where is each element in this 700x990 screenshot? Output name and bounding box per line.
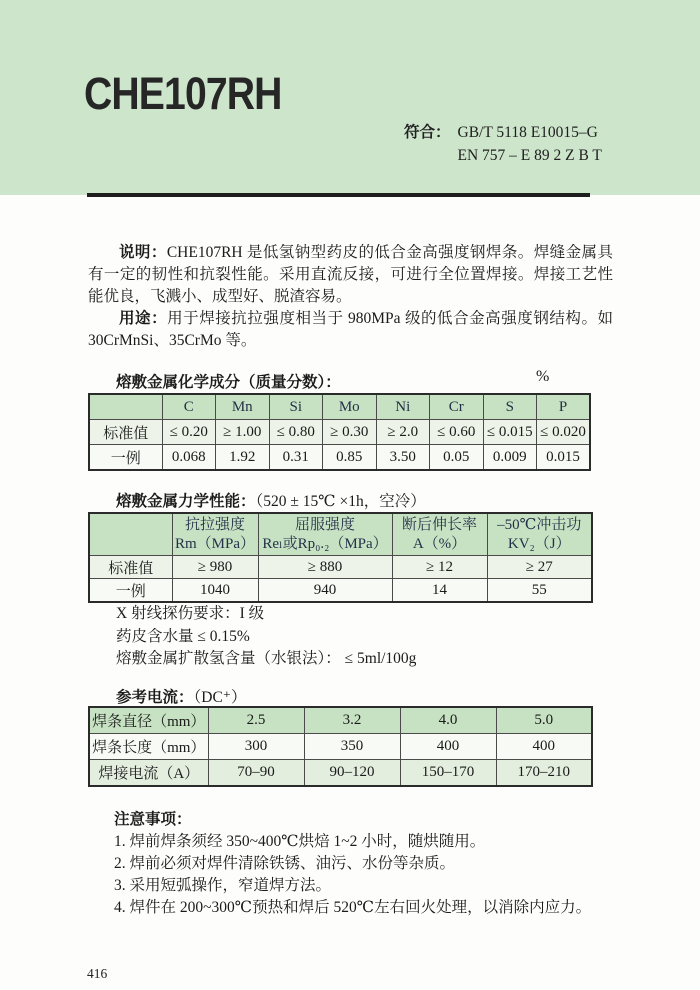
table-cell: 940 bbox=[258, 579, 392, 603]
conformance-label: 符合： bbox=[404, 124, 451, 141]
table-cell: 300 bbox=[208, 734, 304, 760]
mech-heading-text: 熔敷金属力学性能： bbox=[116, 493, 256, 510]
table-cell: 5.0 bbox=[496, 707, 592, 734]
page-number: 416 bbox=[87, 966, 108, 981]
chem-heading-text: 熔敷金属化学成分（质量分数）： bbox=[116, 374, 341, 391]
usage-paragraph bbox=[88, 308, 613, 352]
chem-unit-percent: % bbox=[536, 368, 550, 385]
table-cell: 0.05 bbox=[430, 445, 484, 471]
column-header: 断后伸长率 A（%） bbox=[392, 513, 487, 556]
xray-requirement: X 射线探伤要求：I 级 bbox=[116, 605, 265, 622]
table-cell: ≤ 0.020 bbox=[537, 420, 591, 445]
table-cell: 55 bbox=[487, 579, 592, 603]
corner-cell bbox=[89, 394, 162, 420]
table-cell: 1.92 bbox=[216, 445, 270, 471]
row-label: 焊接电流（A） bbox=[89, 760, 208, 787]
table-cell: ≤ 0.015 bbox=[483, 420, 537, 445]
standard-line: EN 757 – E 89 2 Z B T bbox=[457, 147, 602, 164]
table-row bbox=[89, 707, 592, 734]
chem-section-heading bbox=[88, 370, 591, 392]
table-cell: ≥ 2.0 bbox=[376, 420, 430, 445]
row-label: 标准值 bbox=[89, 420, 162, 445]
description-paragraph bbox=[88, 242, 613, 308]
table-cell: 3.50 bbox=[376, 445, 430, 471]
column-header: Mo bbox=[323, 394, 377, 420]
table-cell: 14 bbox=[392, 579, 487, 603]
current-heading-condition: （DC⁺） bbox=[193, 689, 247, 706]
table-cell: 400 bbox=[496, 734, 592, 760]
intro-paragraphs bbox=[88, 242, 613, 352]
mechanical-properties-table bbox=[88, 512, 593, 603]
note-item: 1. 焊前焊条须经 350~400℃烘焙 1~2 小时，随烘随用。 bbox=[114, 833, 486, 850]
table-cell: 0.015 bbox=[537, 445, 591, 471]
row-label: 一例 bbox=[89, 579, 172, 603]
description-text: CHE107RH 是低氢钠型药皮的低合金高强度钢焊条。焊缝金属具有一定的韧性和抗裂性能。采用直流反接，可进行全位置焊接。焊接工艺性能优良，飞溅小、成型好、脱渣容易。 bbox=[88, 244, 613, 305]
table-cell: 170–210 bbox=[496, 760, 592, 787]
note-item: 3. 采用短弧操作，窄道焊方法。 bbox=[114, 877, 332, 894]
table-cell: 90–120 bbox=[304, 760, 400, 787]
table-cell: ≥ 980 bbox=[172, 556, 258, 579]
table-cell: ≥ 0.30 bbox=[323, 420, 377, 445]
conformance-standards bbox=[458, 121, 602, 167]
table-cell: 0.009 bbox=[483, 445, 537, 471]
table-cell: ≤ 0.60 bbox=[430, 420, 484, 445]
table-cell: 2.5 bbox=[208, 707, 304, 734]
table-row bbox=[89, 579, 592, 603]
conformance-block bbox=[404, 121, 602, 167]
table-row bbox=[89, 445, 590, 471]
column-header: –50℃冲击功 KV₂（J） bbox=[487, 513, 592, 556]
table-row bbox=[89, 734, 592, 760]
chemical-composition-table bbox=[88, 393, 591, 471]
table-header-row bbox=[89, 394, 590, 420]
diffusible-hydrogen: 熔敷金属扩散氢含量（水银法）： ≤ 5ml/100g bbox=[116, 650, 417, 667]
column-header: 抗拉强度 Rm（MPa） bbox=[172, 513, 258, 556]
coating-moisture: 药皮含水量 ≤ 0.15% bbox=[116, 627, 250, 645]
table-cell: 1040 bbox=[172, 579, 258, 603]
row-label: 焊条长度（mm） bbox=[89, 734, 208, 760]
corner-cell bbox=[89, 513, 172, 556]
current-heading-text: 参考电流： bbox=[116, 689, 194, 706]
table-cell: 70–90 bbox=[208, 760, 304, 787]
table-cell: 4.0 bbox=[400, 707, 496, 734]
current-section-heading bbox=[88, 685, 591, 707]
table-cell: ≥ 27 bbox=[487, 556, 592, 579]
product-title: CHE107RH bbox=[84, 68, 282, 119]
usage-label: 用途： bbox=[119, 310, 168, 327]
table-cell: ≤ 0.20 bbox=[162, 420, 216, 445]
usage-text: 用于焊接抗拉强度相当于 980MPa 级的低合金高强度钢结构。如 30CrMnSi、35CrMo 等。 bbox=[88, 310, 613, 349]
column-header: S bbox=[483, 394, 537, 420]
table-cell: 0.31 bbox=[269, 445, 323, 471]
column-header: Cr bbox=[430, 394, 484, 420]
table-row bbox=[89, 556, 592, 579]
extra-specs-block bbox=[88, 603, 636, 671]
table-cell: 400 bbox=[400, 734, 496, 760]
column-header: C bbox=[162, 394, 216, 420]
table-cell: 150–170 bbox=[400, 760, 496, 787]
table-cell: 0.85 bbox=[323, 445, 377, 471]
table-header-row bbox=[89, 513, 592, 556]
mech-section-heading bbox=[88, 489, 591, 511]
description-label: 说明： bbox=[119, 244, 167, 261]
column-header: Ni bbox=[376, 394, 430, 420]
column-header: 屈服强度 Reₗ或Rp₀.₂（MPa） bbox=[258, 513, 392, 556]
row-label: 标准值 bbox=[89, 556, 172, 579]
table-cell: 0.068 bbox=[162, 445, 216, 471]
row-label: 一例 bbox=[89, 445, 162, 471]
table-row bbox=[89, 420, 590, 445]
table-row bbox=[89, 760, 592, 787]
table-cell: ≥ 880 bbox=[258, 556, 392, 579]
reference-current-table bbox=[88, 706, 593, 787]
table-cell: ≥ 1.00 bbox=[216, 420, 270, 445]
table-cell: ≤ 0.80 bbox=[269, 420, 323, 445]
column-header: Mn bbox=[216, 394, 270, 420]
header-divider-rule bbox=[87, 193, 590, 197]
column-header: Si bbox=[269, 394, 323, 420]
notes-block bbox=[88, 809, 639, 919]
table-cell: 350 bbox=[304, 734, 400, 760]
note-item: 2. 焊前必须对焊件清除铁锈、油污、水份等杂质。 bbox=[114, 855, 456, 872]
column-header: P bbox=[537, 394, 591, 420]
mech-heading-condition: （520 ± 15℃ ×1h，空冷） bbox=[255, 493, 426, 510]
table-cell: 3.2 bbox=[304, 707, 400, 734]
standard-line: GB/T 5118 E10015–G bbox=[457, 124, 598, 141]
notes-heading: 注意事项： bbox=[114, 811, 192, 828]
table-cell: ≥ 12 bbox=[392, 556, 487, 579]
row-label: 焊条直径（mm） bbox=[89, 707, 208, 734]
note-item: 4. 焊件在 200~300℃预热和焊后 520℃左右回火处理，以消除内应力。 bbox=[114, 899, 592, 916]
